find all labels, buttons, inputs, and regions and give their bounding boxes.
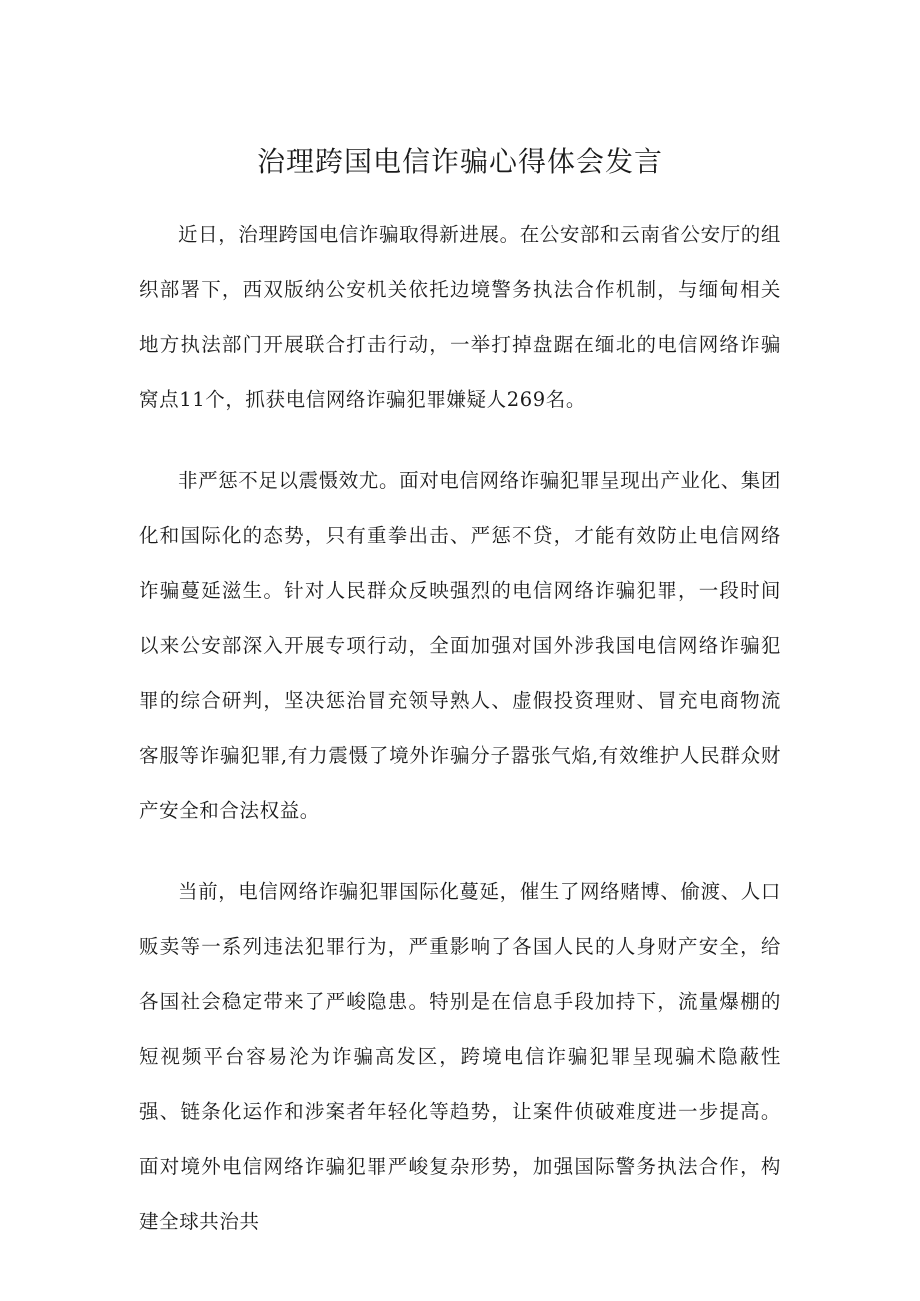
- document-title: 治理跨国电信诈骗心得体会发言: [256, 145, 663, 178]
- document-body: [139, 207, 781, 1275]
- paragraph-1: 近日，治理跨国电信诈骗取得新进展。在公安部和云南省公安厅的组织部署下，西双版纳公安机关依托边境警务执法合作机制，与缅甸相关地方执法部门开展联合打击行动，一举打掉盘踞在缅北的电信网络诈骗窝点11个，抓获电信网络诈骗犯罪嫌疑人269名。: [139, 223, 782, 411]
- paragraph-2: 非严惩不足以震慑效尤。面对电信网络诈骗犯罪呈现出产业化、集团化和国际化的态势，只有重拳出击、严惩不贷，才能有效防止电信网络诈骗蔓延滋生。针对人民群众反映强烈的电信网络诈骗犯罪，一段时间以来公安部深入开展专项行动，全面加强对国外涉我国电信网络诈骗犯罪的综合研判，坚决惩治冒充领导熟人、虚假投资理财、冒充电商物流客服等诈骗犯罪,有力震慑了境外诈骗分子嚣张气焰,有效维护人民群众财产安全和合法权益。: [139, 469, 782, 822]
- paragraph-3: 当前，电信网络诈骗犯罪国际化蔓延，催生了网络赌博、偷渡、人口贩卖等一系列违法犯罪行为，严重影响了各国人民的人身财产安全，给各国社会稳定带来了严峻隐患。特别是在信息手段加持下，流量爆棚的短视频平台容易沦为诈骗高发区，跨境电信诈骗犯罪呈现骗术隐蔽性强、链条化运作和涉案者年轻化等趋势，让案件侦破难度进一步提高。面对境外电信网络诈骗犯罪严峻复杂形势，加强国际警务执法合作，构建全球共治共: [139, 880, 782, 1233]
